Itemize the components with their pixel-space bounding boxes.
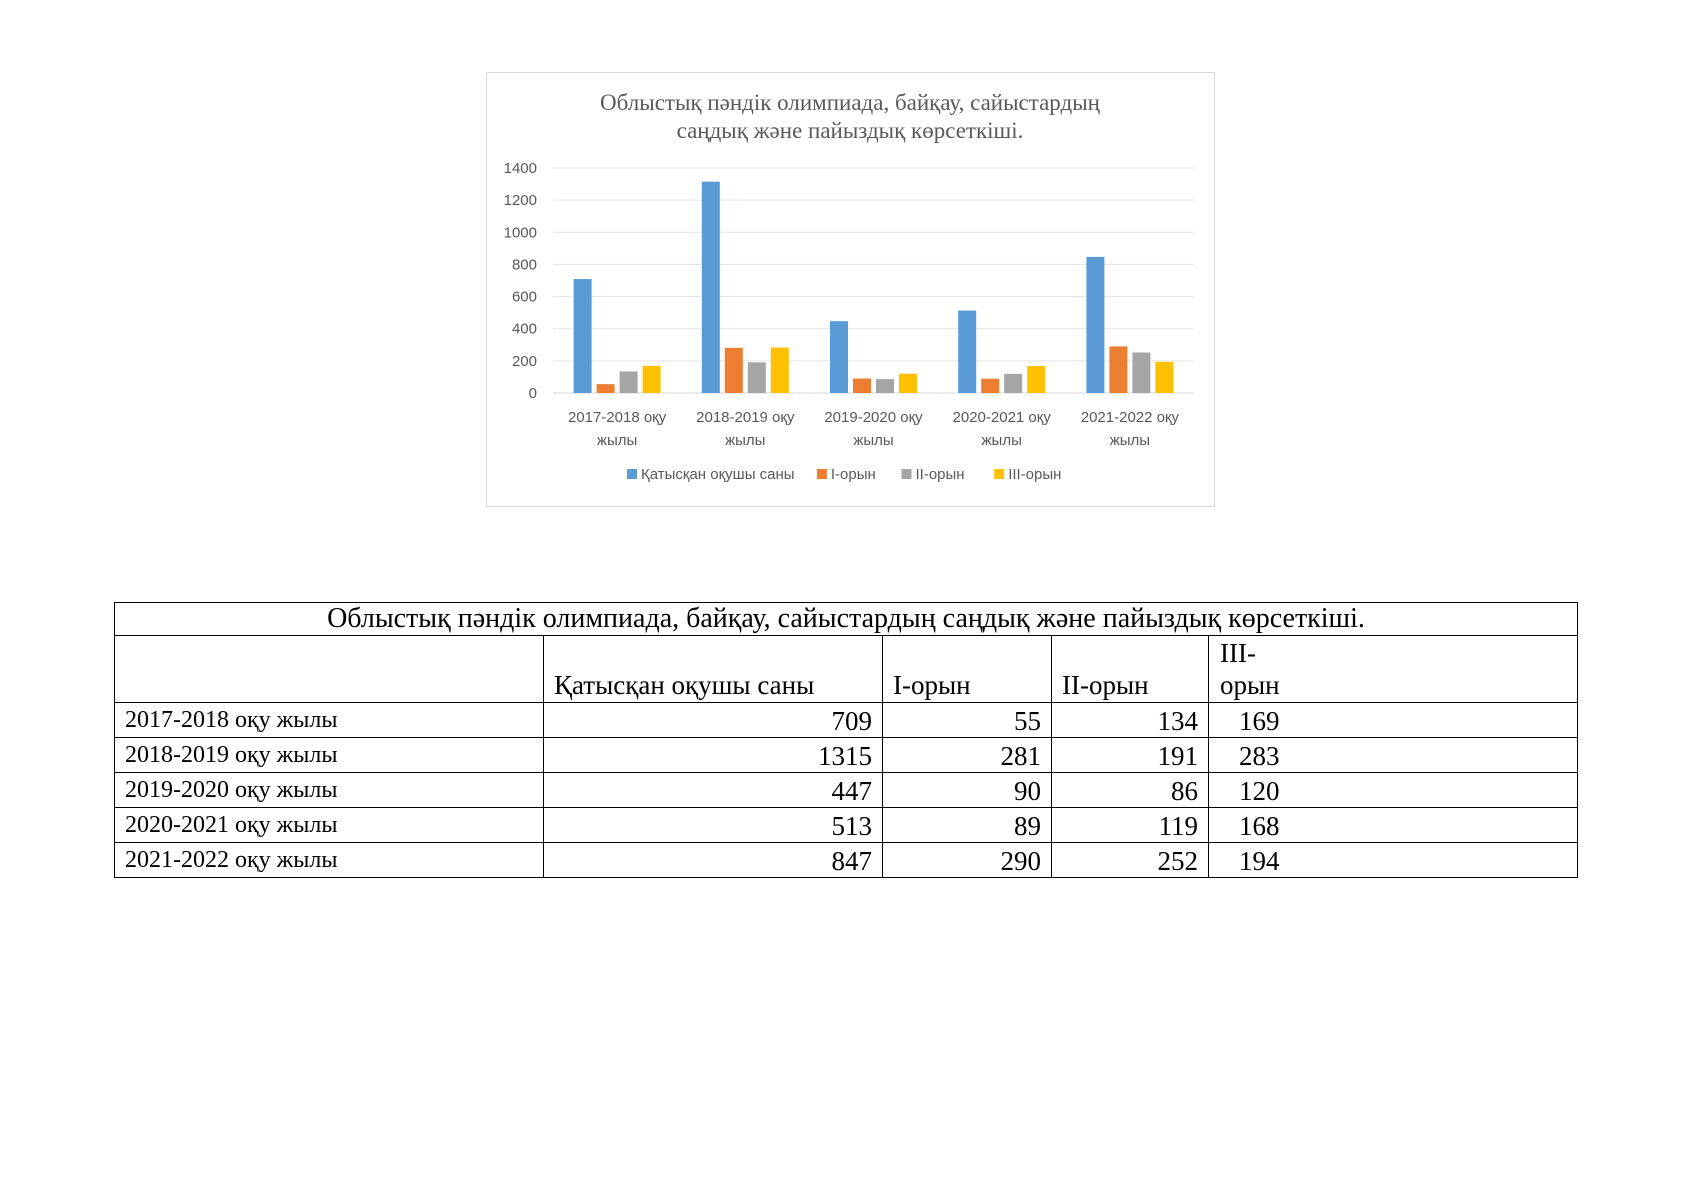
x-category-label: жылы: [1109, 432, 1151, 449]
row-year-label: 2019-2020 оқу жылы: [115, 773, 544, 808]
bar: [981, 379, 999, 393]
header-empty: [115, 636, 544, 703]
y-tick-label: 0: [528, 385, 537, 402]
row-year-label: 2020-2021 оқу жылы: [115, 808, 544, 843]
legend-entry: III-орын: [1008, 466, 1062, 483]
x-category-label: 2018-2019 оқу: [696, 409, 795, 426]
legend-entry: Қатысқан оқушы саны: [641, 466, 795, 483]
first-place-value: 55: [883, 703, 1052, 738]
x-category-label: 2019-2020 оқу: [824, 409, 923, 426]
bar: [876, 379, 894, 393]
bar: [1109, 346, 1127, 393]
third-place-value: 194: [1209, 843, 1578, 878]
bar: [748, 362, 766, 393]
first-place-value: 281: [883, 738, 1052, 773]
x-category-label: 2021-2022 оқу: [1080, 409, 1180, 426]
participants-value: 447: [544, 773, 883, 808]
bar: [725, 348, 743, 393]
x-category-label: жылы: [853, 432, 894, 449]
bar: [771, 348, 789, 393]
bar: [597, 384, 615, 393]
second-place-value: 191: [1052, 738, 1209, 773]
y-tick-label: 1000: [503, 224, 537, 242]
third-place-value: 168: [1209, 808, 1578, 843]
x-category-label: жылы: [596, 432, 638, 449]
bar: [899, 374, 917, 393]
bar: [643, 366, 661, 393]
header-participants: Қатысқан оқушы саны: [544, 636, 883, 703]
table-row: [115, 738, 1578, 773]
x-category-label: жылы: [981, 432, 1022, 449]
header-third-place: III- орын: [1209, 636, 1578, 703]
y-tick-label: 800: [511, 256, 537, 274]
participants-value: 1315: [544, 738, 883, 773]
legend-swatch: [817, 469, 827, 479]
third-place-value: 283: [1209, 738, 1578, 773]
row-year-label: 2018-2019 оқу жылы: [115, 738, 544, 773]
bar: [702, 182, 720, 393]
second-place-value: 252: [1052, 843, 1209, 878]
bar: [830, 321, 848, 393]
x-category-label: 2020-2021 оқу: [952, 409, 1051, 426]
bar: [853, 379, 871, 393]
second-place-value: 134: [1052, 703, 1209, 738]
bar: [1004, 374, 1022, 393]
bar: [1155, 362, 1173, 393]
first-place-value: 90: [883, 773, 1052, 808]
y-tick-label: 1200: [503, 192, 537, 210]
results-table: [114, 602, 1578, 878]
chart-title-line: Облыстық пәндік олимпиада, байқау, сайыстардың: [600, 90, 1100, 115]
table-header-row: [115, 636, 1578, 703]
y-tick-label: 400: [511, 320, 537, 338]
chart-legend: [627, 466, 1061, 483]
y-tick-label: 200: [511, 352, 537, 370]
legend-swatch: [627, 469, 637, 479]
bar: [958, 311, 976, 393]
bar: [574, 279, 592, 393]
bar: [1086, 257, 1104, 393]
chart-title: [600, 90, 1101, 143]
header-second-place: II-орын: [1052, 636, 1209, 703]
legend-entry: II-орын: [915, 466, 965, 483]
second-place-value: 86: [1052, 773, 1209, 808]
legend-entry: I-орын: [830, 466, 876, 483]
bar: [1132, 353, 1150, 394]
table-row: [115, 773, 1578, 808]
table-caption-row: [115, 603, 1578, 636]
row-year-label: 2017-2018 оқу жылы: [115, 703, 544, 738]
third-place-value: 120: [1209, 773, 1578, 808]
x-category-label: жылы: [725, 432, 766, 449]
second-place-value: 119: [1052, 808, 1209, 843]
first-place-value: 89: [883, 808, 1052, 843]
y-axis-ticks: [504, 160, 537, 402]
legend-swatch: [902, 469, 912, 479]
y-tick-label: 600: [511, 288, 537, 306]
bar: [620, 371, 638, 393]
table-caption: Облыстық пәндік олимпиада, байқау, сайыстардың саңдық және пайыздық көрсеткіші.: [115, 603, 1578, 636]
participants-value: 847: [544, 843, 883, 878]
chart-container: [486, 72, 1215, 507]
header-first-place: I-орын: [883, 636, 1052, 703]
chart-title-line: саңдық және пайыздық көрсеткіші.: [676, 118, 1024, 143]
x-axis-categories: [568, 409, 1180, 449]
y-tick-label: 1400: [503, 160, 537, 177]
table-row: [115, 843, 1578, 878]
bar: [1027, 366, 1045, 393]
third-place-value: 169: [1209, 703, 1578, 738]
participants-value: 709: [544, 703, 883, 738]
x-category-label: 2017-2018 оқу: [567, 409, 667, 426]
table-row: [115, 703, 1578, 738]
row-year-label: 2021-2022 оқу жылы: [115, 843, 544, 878]
participants-value: 513: [544, 808, 883, 843]
first-place-value: 290: [883, 843, 1052, 878]
table-row: [115, 808, 1578, 843]
legend-swatch: [994, 469, 1004, 479]
bar-chart: [487, 73, 1214, 506]
